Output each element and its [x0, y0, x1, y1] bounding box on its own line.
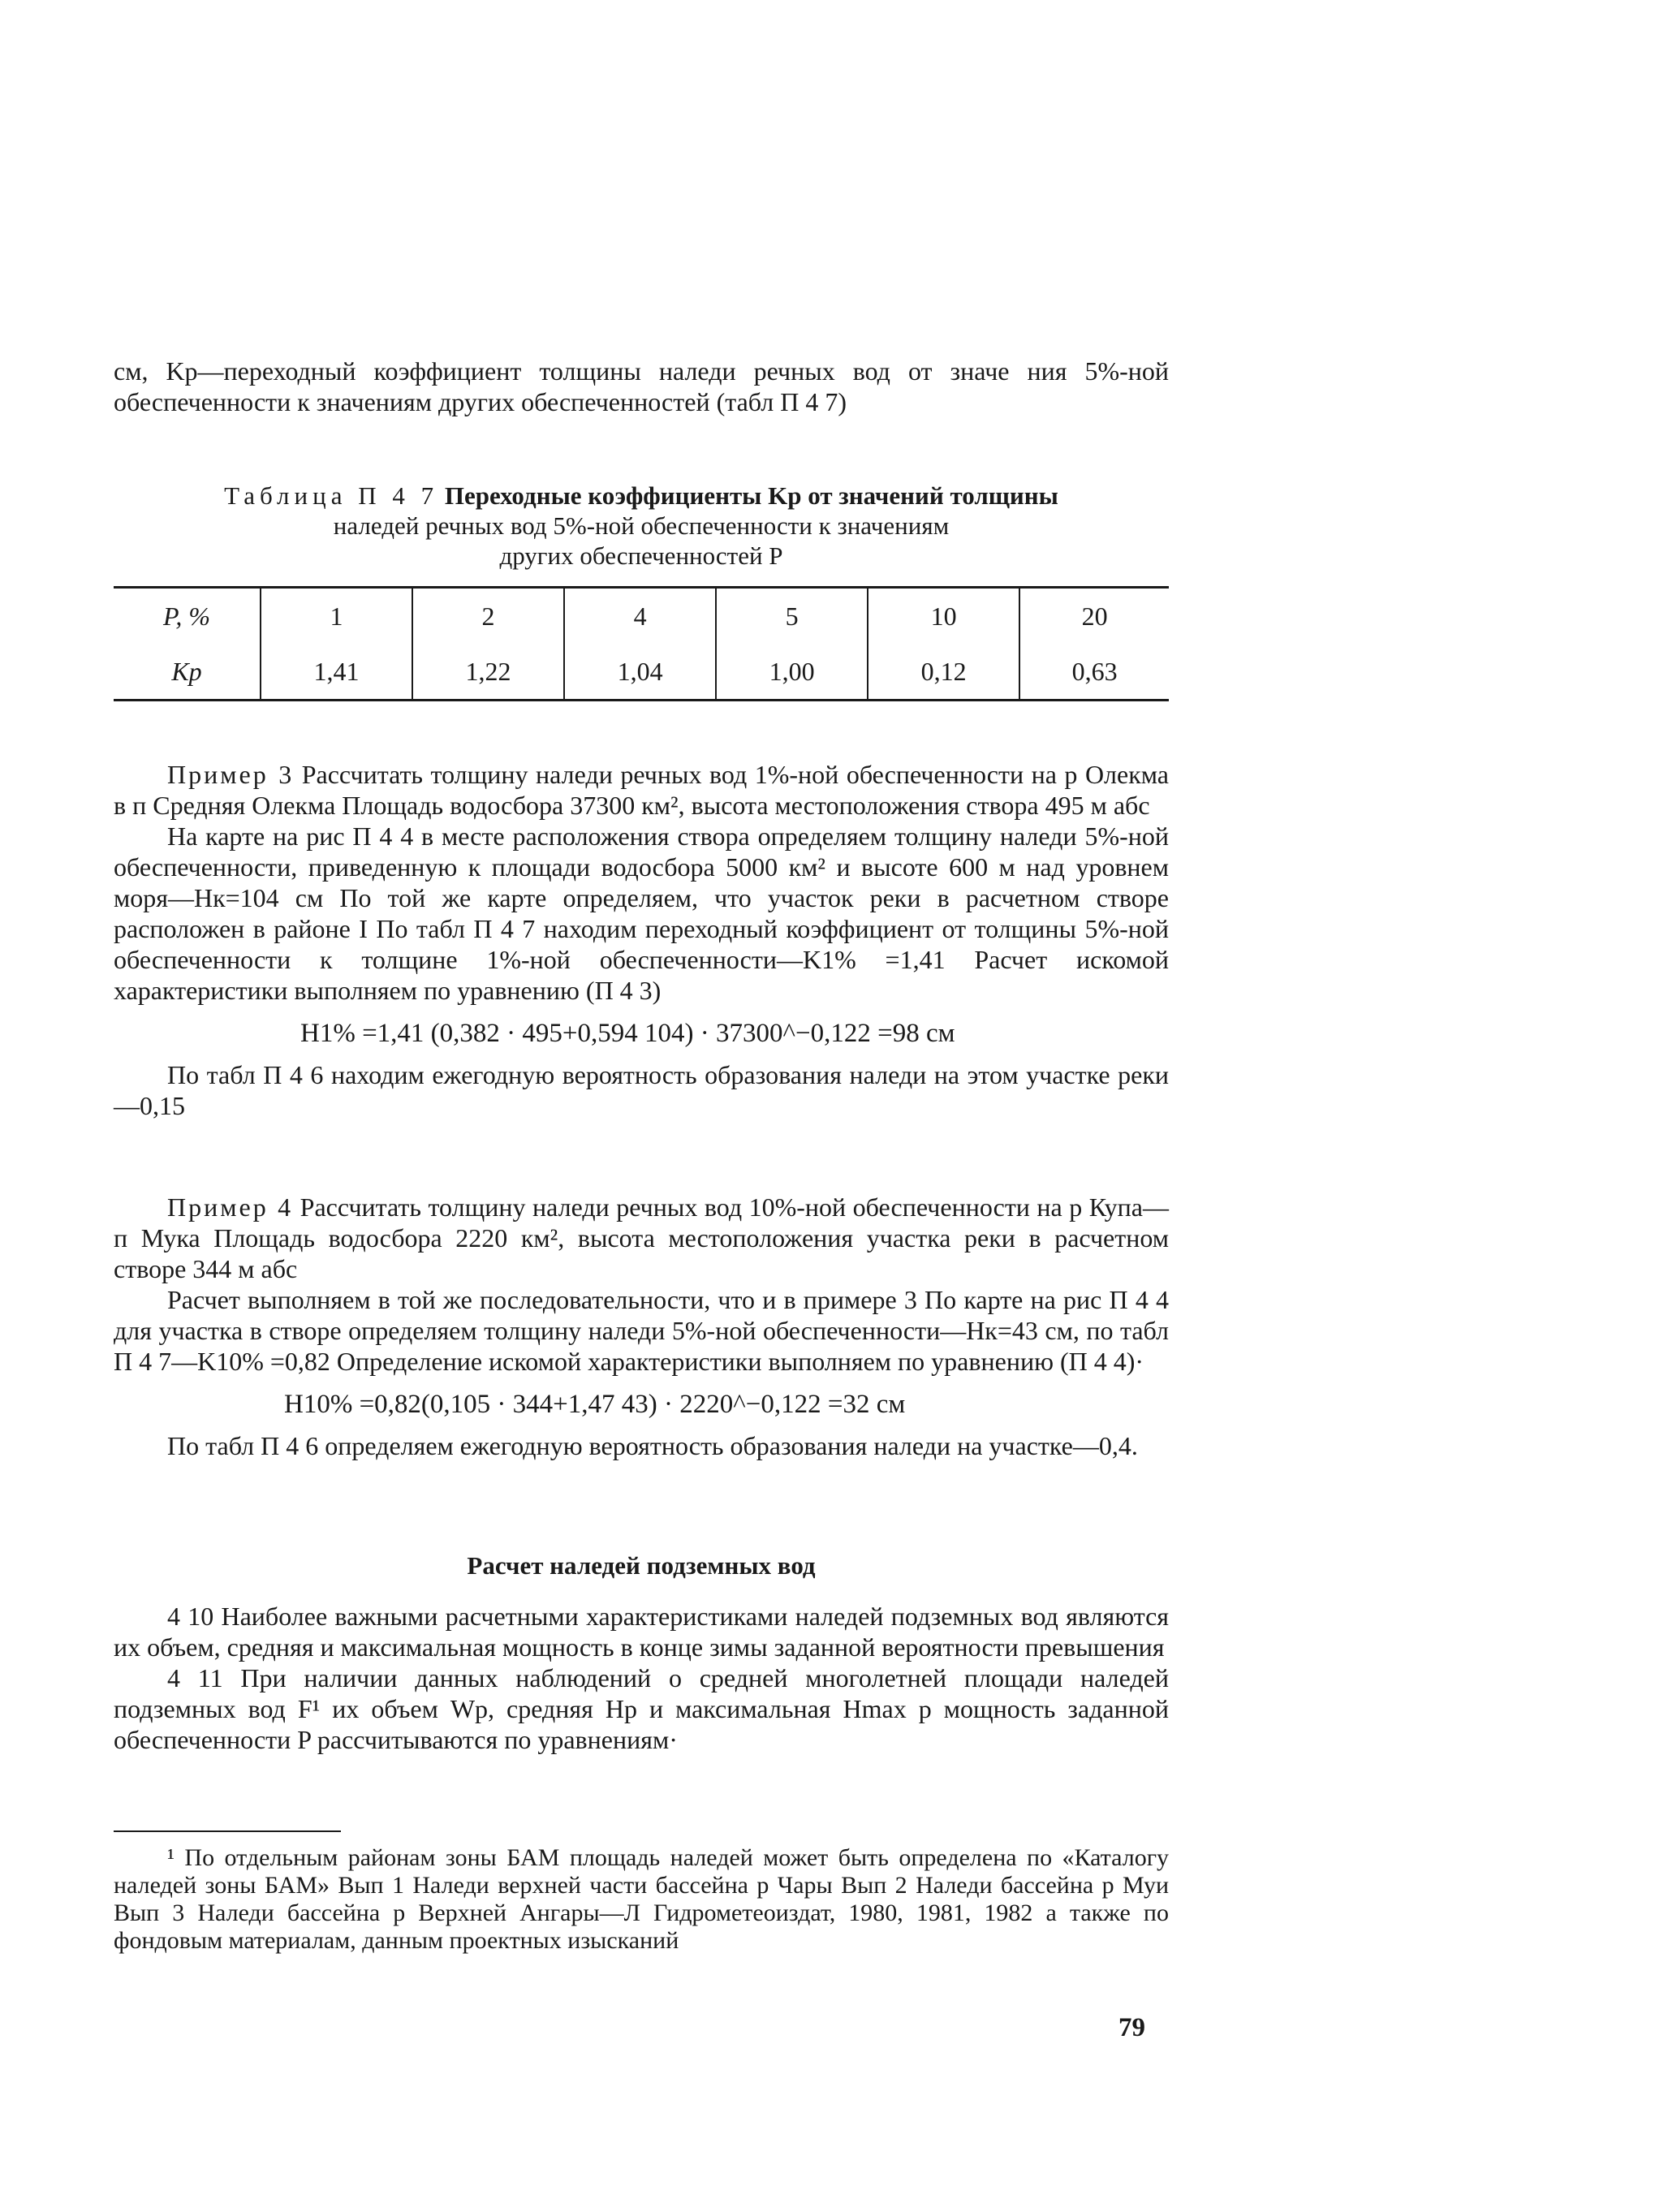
table-cell: 5	[716, 588, 868, 645]
table-title-line2: наледей речных вод 5%-ной обеспеченности к значениям	[333, 511, 950, 540]
example-4	[114, 1192, 1169, 1461]
table-cell: 1	[261, 588, 412, 645]
table-cell: 1,41	[261, 644, 412, 701]
table-cell: 10	[868, 588, 1019, 645]
example3-formula: H1% =1,41 (0,382 · 495+0,594 104) · 37300^−0,122 =98 см	[300, 1019, 955, 1048]
table-cell: 2	[412, 588, 564, 645]
footnote-divider	[114, 1830, 341, 1832]
table-cell: 4	[564, 588, 716, 645]
intro-text: см, Kр—переходный коэффициент толщины наледи речных вод от значе ния 5%-ной обеспеченности к значениям других обеспеченностей (табл П 4 7)	[114, 356, 1169, 416]
table-cell: 0,12	[868, 644, 1019, 701]
section-heading: Расчет наледей подземных вод	[467, 1551, 816, 1580]
table-title-line1: Переходные коэффициенты Kр от значений толщины	[444, 481, 1058, 510]
example4-paragraph2: Расчет выполняем в той же последовательности, что и в примере 3 По карте на рис П 4 4 для участка в створе определяем толщину наледи 5%-ной обеспеченности—Hк=43 см, по табл П 4 7—K10% =0,82 Определение искомой характеристики выполняем по уравнению (П 4 4)·	[114, 1285, 1169, 1376]
table-head-kp: Kр	[114, 644, 261, 701]
example4-formula: H10% =0,82(0,105 · 344+1,47 43) · 2220^−0,122 =32 см	[284, 1390, 906, 1419]
example3-lead: Пример 3	[167, 760, 295, 789]
example4-lead: Пример 4	[167, 1192, 294, 1222]
footnote-text: ¹ По отдельным районам зоны БАМ площадь наледей может быть определена по «Каталогу наледей зоны БАМ» Вып 1 Наледи верхней части бассейна р Чары Вып 2 Наледи бассейна р Муи Вып 3 Наледи бассейна р Верхней Ангары—Л Гидрометеоиздат, 1980, 1981, 1982 а также по фондовым материалам, данным проектных изысканий	[114, 1844, 1169, 1954]
section-underground	[114, 1550, 1169, 1755]
table-cell: 20	[1019, 588, 1169, 645]
table-row-kp	[114, 644, 1169, 701]
example4-text: Рассчитать толщину наледи речных вод 10%-ной обеспеченности на р Купа—п Мука Площадь водосбора 2220 км², высота местоположения участка реки в расчетном створе 344 м абс	[114, 1192, 1170, 1283]
table-head-p: P, %	[114, 588, 261, 645]
table-cell: 1,22	[412, 644, 564, 701]
table-cell: 0,63	[1019, 644, 1169, 701]
example4-paragraph3: По табл П 4 6 определяем ежегодную вероятность образования наледи на участке—0,4.	[167, 1431, 1138, 1460]
table-cell: 1,04	[564, 644, 716, 701]
page-number: 79	[1118, 2013, 1145, 2042]
example-3	[114, 759, 1169, 1121]
table-title-line3: других обеспеченностей P	[499, 541, 783, 570]
paragraph-4-11: 4 11 При наличии данных наблюдений о средней многолетней площади наледей подземных вод F¹ их объем Wр, средняя Hр и максимальная Hmax р мощность заданной обеспеченности P рассчитываются по уравнениям·	[114, 1663, 1169, 1754]
example3-text: Рассчитать толщину наледи речных вод 1%-ной обеспеченности на р Олекма в п Средняя Олекма Площадь водосбора 37300 км², высота местоположения створа 495 м абс	[114, 760, 1170, 820]
example3-paragraph3: По табл П 4 6 находим ежегодную вероятность образования наледи на этом участке реки—0,15	[114, 1060, 1169, 1120]
coefficient-table	[114, 586, 1169, 701]
footnote	[114, 1844, 1169, 1955]
paragraph-4-10: 4 10 Наиболее важными расчетными характеристиками наледей подземных вод являются их объем, средняя и максимальная мощность в конце зимы заданной вероятности превышения	[114, 1602, 1169, 1662]
table-label: Таблица П 4 7	[224, 481, 439, 510]
table-caption	[114, 481, 1169, 571]
intro-paragraph	[114, 356, 1169, 417]
table-cell: 1,00	[716, 644, 868, 701]
example3-paragraph2: На карте на рис П 4 4 в месте расположения створа определяем толщину наледи 5%-ной обеспеченности, приведенную к площади водосбора 5000 км² и высоте 600 м над уровнем моря—Hк=104 см По той же карте определяем, что участок реки в расчетном створе расположен в районе I По табл П 4 7 находим переходный коэффициент от толщины 5%-ной обеспеченности к толщине 1%-ной обеспеченности—K1% =1,41 Расчет искомой характеристики выполняем по уравнению (П 4 3)	[114, 821, 1169, 1005]
table-row-p	[114, 588, 1169, 645]
